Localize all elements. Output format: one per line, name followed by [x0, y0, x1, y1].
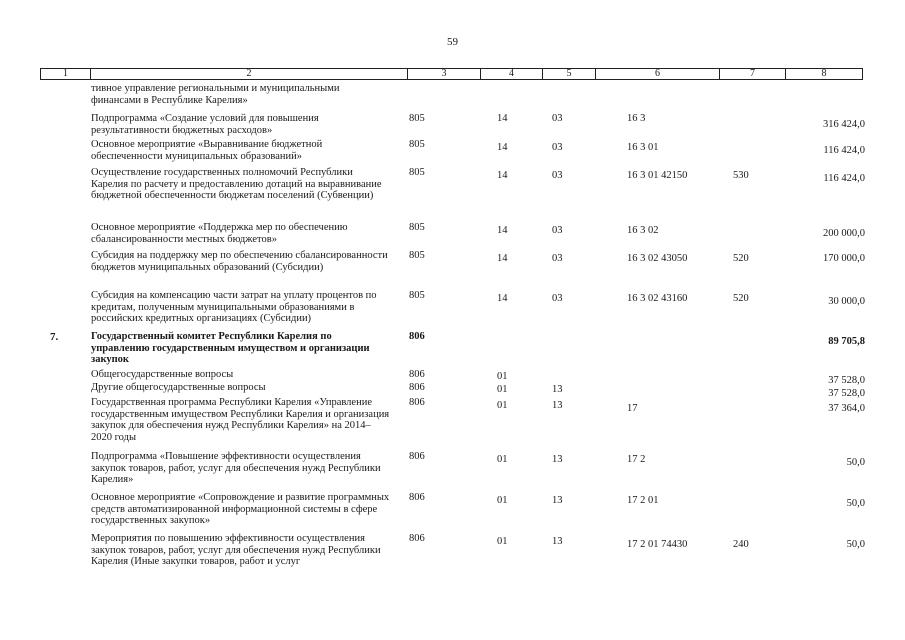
cell-col-8: 50,0	[846, 539, 865, 550]
page-number: 59	[447, 36, 458, 48]
cell-col-6: 16 3 01	[627, 142, 659, 153]
cell-col-5: 03	[552, 170, 563, 181]
cell-col-3: 805	[409, 113, 425, 124]
cell-col-3: 805	[409, 290, 425, 301]
cell-col-6: 16 3 02 43160	[627, 293, 688, 304]
cell-col-6: 16 3 01 42150	[627, 170, 688, 181]
cell-col-4: 14	[497, 253, 508, 264]
row-description: тивное управление региональными и муниципальными финансами в Республике Карелия»	[91, 83, 340, 106]
cell-col-6: 16 3 02	[627, 225, 659, 236]
cell-col-8: 37 528,0	[828, 375, 865, 386]
cell-col-4: 01	[497, 384, 508, 395]
cell-col-3: 805	[409, 222, 425, 233]
cell-col-5: 03	[552, 113, 563, 124]
cell-col-3: 805	[409, 167, 425, 178]
cell-col-3: 805	[409, 250, 425, 261]
header-col-8: 8	[785, 69, 862, 79]
row-description: Основное мероприятие «Выравнивание бюджетной обеспеченности муниципальных образований»	[91, 139, 323, 162]
cell-col-8: 116 424,0	[823, 145, 865, 156]
cell-col-5: 13	[552, 400, 563, 411]
cell-col-4: 01	[497, 454, 508, 465]
cell-col-8: 37 364,0	[828, 403, 865, 414]
cell-col-5: 03	[552, 293, 563, 304]
cell-col-4: 01	[497, 495, 508, 506]
header-col-7: 7	[719, 69, 785, 79]
header-col-2: 2	[90, 69, 407, 79]
row-description: Государственный комитет Республики Карелия по управлению государственным имуществом и организации закупок	[91, 331, 370, 366]
cell-col-3: 806	[409, 533, 425, 544]
cell-col-8: 89 705,8	[828, 336, 865, 347]
header-col-6: 6	[595, 69, 719, 79]
cell-col-5: 03	[552, 142, 563, 153]
cell-col-3: 806	[409, 382, 425, 393]
cell-col-3: 806	[409, 451, 425, 462]
cell-col-7: 530	[733, 170, 749, 181]
cell-col-4: 01	[497, 400, 508, 411]
row-description: Другие общегосударственные вопросы	[91, 382, 266, 393]
cell-col-3: 805	[409, 139, 425, 150]
row-description: Основное мероприятие «Сопровождение и развитие программных средств автоматизированной информационной системы в сфере государственных закупок»	[91, 492, 390, 527]
row-description: Общегосударственные вопросы	[91, 369, 234, 380]
cell-col-6: 16 3 02 43050	[627, 253, 688, 264]
header-col-5: 5	[542, 69, 595, 79]
row-description: Осуществление государственных полномочий Республики Карелия по расчету и предоставлению дотаций на выравнивание бюджетной обеспеченности бюджетам поселений (Субвенции)	[91, 167, 382, 202]
row-description: Государственная программа Республики Карелия «Управление государственным имуществом Республики Карелия и организация закупок для обеспечения нужд Республики Карелия» на 2014–2020 годы	[91, 397, 390, 443]
cell-col-8: 30 000,0	[828, 296, 865, 307]
row-description: Подпрограмма «Создание условий для повышения результативности бюджетных расходов»	[91, 113, 319, 136]
cell-col-8: 50,0	[846, 498, 865, 509]
cell-col-8: 316 424,0	[823, 119, 865, 130]
cell-col-4: 01	[497, 536, 508, 547]
row-description: Мероприятия по повышению эффективности осуществления закупок товаров, работ, услуг для обеспечения нужд Республики Карелия (Иные закупки товаров, работ и услуг	[91, 533, 381, 568]
cell-col-4: 14	[497, 170, 508, 181]
row-description: Основное мероприятие «Поддержка мер по обеспечению сбалансированности местных бюджетов»	[91, 222, 348, 245]
cell-col-5: 13	[552, 536, 563, 547]
cell-col-3: 806	[409, 369, 425, 380]
cell-col-5: 13	[552, 384, 563, 395]
cell-col-5: 03	[552, 225, 563, 236]
cell-col-3: 806	[409, 492, 425, 503]
cell-col-8: 116 424,0	[823, 173, 865, 184]
cell-col-7: 240	[733, 539, 749, 550]
cell-col-5: 13	[552, 495, 563, 506]
cell-col-5: 03	[552, 253, 563, 264]
cell-col-7: 520	[733, 253, 749, 264]
row-number: 7.	[50, 331, 59, 343]
cell-col-6: 17	[627, 403, 638, 414]
cell-col-5: 13	[552, 454, 563, 465]
cell-col-4: 14	[497, 293, 508, 304]
cell-col-3: 806	[409, 397, 425, 408]
cell-col-8: 200 000,0	[823, 228, 865, 239]
cell-col-6: 16 3	[627, 113, 646, 124]
cell-col-4: 14	[497, 225, 508, 236]
cell-col-6: 17 2 01 74430	[627, 539, 688, 550]
cell-col-8: 50,0	[846, 457, 865, 468]
row-description: Субсидия на компенсацию части затрат на уплату процентов по кредитам, полученным муниципальными образованиями в российских кредитных организациях (Субсидии)	[91, 290, 377, 325]
header-col-4: 4	[480, 69, 542, 79]
row-description: Подпрограмма «Повышение эффективности осуществления закупок товаров, работ, услуг для обеспечения нужд Республики Карелия»	[91, 451, 381, 486]
cell-col-3: 806	[409, 331, 425, 342]
cell-col-8: 37 528,0	[828, 388, 865, 399]
cell-col-6: 17 2 01	[627, 495, 659, 506]
row-description: Субсидия на поддержку мер по обеспечению сбалансированности бюджетов муниципальных образований (Субсидии)	[91, 250, 388, 273]
header-col-1: 1	[63, 68, 68, 79]
header-col-3: 3	[407, 69, 480, 79]
cell-col-7: 520	[733, 293, 749, 304]
cell-col-4: 14	[497, 142, 508, 153]
cell-col-8: 170 000,0	[823, 253, 865, 264]
cell-col-4: 14	[497, 113, 508, 124]
cell-col-6: 17 2	[627, 454, 646, 465]
cell-col-4: 01	[497, 371, 508, 382]
